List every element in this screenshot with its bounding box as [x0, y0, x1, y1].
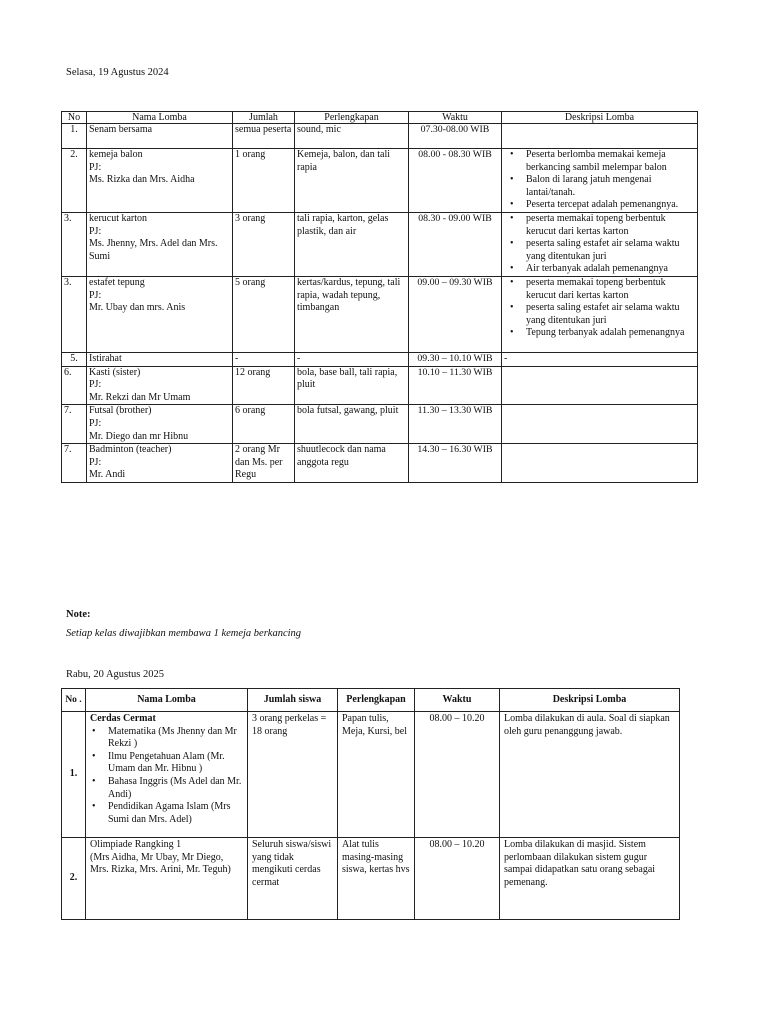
row-name: Senam bersama: [87, 124, 233, 149]
row-no: 3.: [62, 276, 87, 352]
header-name: Nama Lomba: [87, 112, 233, 124]
note-title: Note:: [66, 609, 91, 620]
header-no: No: [62, 112, 87, 124]
header-description: Deskripsi Lomba: [502, 112, 698, 124]
table-header-row: [62, 112, 698, 124]
row-equipment: kertas/kardus, tepung, tali rapia, wadah tepung, timbangan: [295, 276, 409, 352]
list-item: • Peserta tercepat adalah pemenangnya.: [504, 199, 695, 212]
header-equipment: Perlengkapan: [338, 689, 415, 712]
row-no: 3.: [62, 212, 87, 276]
list-item: • peserta memakai topeng berbentuk kerucut dari kertas karton: [504, 213, 695, 238]
row-time: 08.30 - 09.00 WIB: [409, 212, 502, 276]
row-count: 12 orang: [233, 366, 295, 405]
header-no: No .: [62, 689, 86, 712]
row-time: 10.10 – 11.30 WIB: [409, 366, 502, 405]
competition-table-day2: [61, 688, 680, 920]
list-item: • peserta saling estafet air selama waktu yang ditentukan juri: [504, 302, 695, 327]
row-equipment: -: [295, 352, 409, 366]
row-name: [86, 712, 248, 838]
row-time: 07.30-08.00 WIB: [409, 124, 502, 149]
row-no: 2.: [62, 838, 86, 920]
competition-subtitle: (Mrs Aidha, Mr Ubay, Mr Diego, Mrs. Rizka, Mrs. Arini, Mr. Teguh): [90, 851, 231, 876]
row-count: 6 orang: [233, 405, 295, 444]
row-name: Badminton (teacher) PJ: Mr. Andi: [87, 444, 233, 483]
list-item: • Balon di larang jatuh mengenai lantai/tanah.: [504, 174, 695, 199]
row-no: 5.: [62, 352, 87, 366]
table-row: [62, 212, 698, 276]
row-description: [502, 124, 698, 149]
table-header-row: [62, 689, 680, 712]
list-item: • Bahasa Inggris (Ms Adel dan Mr. Andi): [90, 776, 243, 801]
row-name: [86, 838, 248, 920]
row-name: Futsal (brother) PJ: Mr. Diego dan mr Hibnu: [87, 405, 233, 444]
table-row: [62, 712, 680, 838]
row-description: [502, 149, 698, 213]
list-item: • peserta memakai topeng berbentuk kerucut dari kertas karton: [504, 277, 695, 302]
header-name: Nama Lomba: [86, 689, 248, 712]
row-equipment: sound, mic: [295, 124, 409, 149]
row-description: -: [502, 352, 698, 366]
header-count: Jumlah siswa: [248, 689, 338, 712]
row-name: estafet tepung PJ: Mr. Ubay dan mrs. Anis: [87, 276, 233, 352]
table-row: [62, 276, 698, 352]
row-count: semua peserta: [233, 124, 295, 149]
row-no: 7.: [62, 405, 87, 444]
row-count: 1 orang: [233, 149, 295, 213]
row-no: 2.: [62, 149, 87, 213]
row-no: 1.: [62, 124, 87, 149]
row-no: 7.: [62, 444, 87, 483]
row-time: 09.30 – 10.10 WIB: [409, 352, 502, 366]
row-no: 1.: [62, 712, 86, 838]
row-equipment: Alat tulis masing-masing siswa, kertas hvs: [338, 838, 415, 920]
row-description: Lomba dilakukan di aula. Soal di siapkan oleh guru penanggung jawab.: [500, 712, 680, 838]
header-count: Jumlah: [233, 112, 295, 124]
table-row: [62, 366, 698, 405]
row-name: Istirahat: [87, 352, 233, 366]
row-equipment: tali rapia, karton, gelas plastik, dan air: [295, 212, 409, 276]
list-item: • Peserta berlomba memakai kemeja berkancing sambil melempar balon: [504, 149, 695, 174]
row-description: Lomba dilakukan di masjid. Sistem perlombaan dilakukan sistem gugur sampai didapatkan satu orang sebagai pemenang.: [500, 838, 680, 920]
note-text: Setiap kelas diwajibkan membawa 1 kemeja berkancing: [66, 628, 302, 639]
table-row: [62, 149, 698, 213]
competition-table-day1: [61, 111, 698, 483]
list-item: • Tepung terbanyak adalah pemenangnya: [504, 327, 695, 340]
table-row: [62, 352, 698, 366]
header-description: Deskripsi Lomba: [500, 689, 680, 712]
row-time: 08.00 – 10.20: [415, 712, 500, 838]
row-no: 6.: [62, 366, 87, 405]
header-equipment: Perlengkapan: [295, 112, 409, 124]
row-time: 08.00 – 10.20: [415, 838, 500, 920]
list-item: • Air terbanyak adalah pemenangnya: [504, 263, 695, 276]
row-equipment: bola, base ball, tali rapia, pluit: [295, 366, 409, 405]
row-count: -: [233, 352, 295, 366]
row-time: 09.00 – 09.30 WIB: [409, 276, 502, 352]
list-item: • Ilmu Pengetahuan Alam (Mr. Umam dan Mr. Hibnu ): [90, 751, 243, 776]
table-row: [62, 444, 698, 483]
table-row: [62, 405, 698, 444]
competition-title: Olimpiade Rangking 1: [90, 839, 182, 850]
row-time: 14.30 – 16.30 WIB: [409, 444, 502, 483]
row-equipment: bola futsal, gawang, pluit: [295, 405, 409, 444]
row-count: 3 orang: [233, 212, 295, 276]
row-time: 08.00 - 08.30 WIB: [409, 149, 502, 213]
row-description: [502, 212, 698, 276]
header-time: Waktu: [409, 112, 502, 124]
row-name: kerucut karton PJ: Ms. Jhenny, Mrs. Adel dan Mrs. Sumi: [87, 212, 233, 276]
row-equipment: Papan tulis, Meja, Kursi, bel: [338, 712, 415, 838]
list-item: • Pendidikan Agama Islam (Mrs Sumi dan Mrs. Adel): [90, 801, 243, 826]
schedule-date-day2: Rabu, 20 Agustus 2025: [66, 669, 165, 680]
row-count: Seluruh siswa/siswi yang tidak mengikuti cerdas cermat: [248, 838, 338, 920]
row-description: [502, 366, 698, 405]
table-row: [62, 838, 680, 920]
row-description: [502, 444, 698, 483]
row-description: [502, 405, 698, 444]
row-time: 11.30 – 13.30 WIB: [409, 405, 502, 444]
row-name: Kasti (sister) PJ: Mr. Rekzi dan Mr Umam: [87, 366, 233, 405]
competition-title: Cerdas Cermat: [90, 713, 156, 724]
row-count: 3 orang perkelas = 18 orang: [248, 712, 338, 838]
header-time: Waktu: [415, 689, 500, 712]
schedule-date-day1: Selasa, 19 Agustus 2024: [66, 67, 169, 78]
row-name: kemeja balon PJ: Ms. Rizka dan Mrs. Aidha: [87, 149, 233, 213]
row-count: 5 orang: [233, 276, 295, 352]
row-equipment: shuutlecock dan nama anggota regu: [295, 444, 409, 483]
row-equipment: Kemeja, balon, dan tali rapia: [295, 149, 409, 213]
list-item: • Matematika (Ms Jhenny dan Mr Rekzi ): [90, 726, 243, 751]
table-row: [62, 124, 698, 149]
row-description: [502, 276, 698, 352]
row-count: 2 orang Mr dan Ms. per Regu: [233, 444, 295, 483]
list-item: • peserta saling estafet air selama waktu yang ditentukan juri: [504, 238, 695, 263]
